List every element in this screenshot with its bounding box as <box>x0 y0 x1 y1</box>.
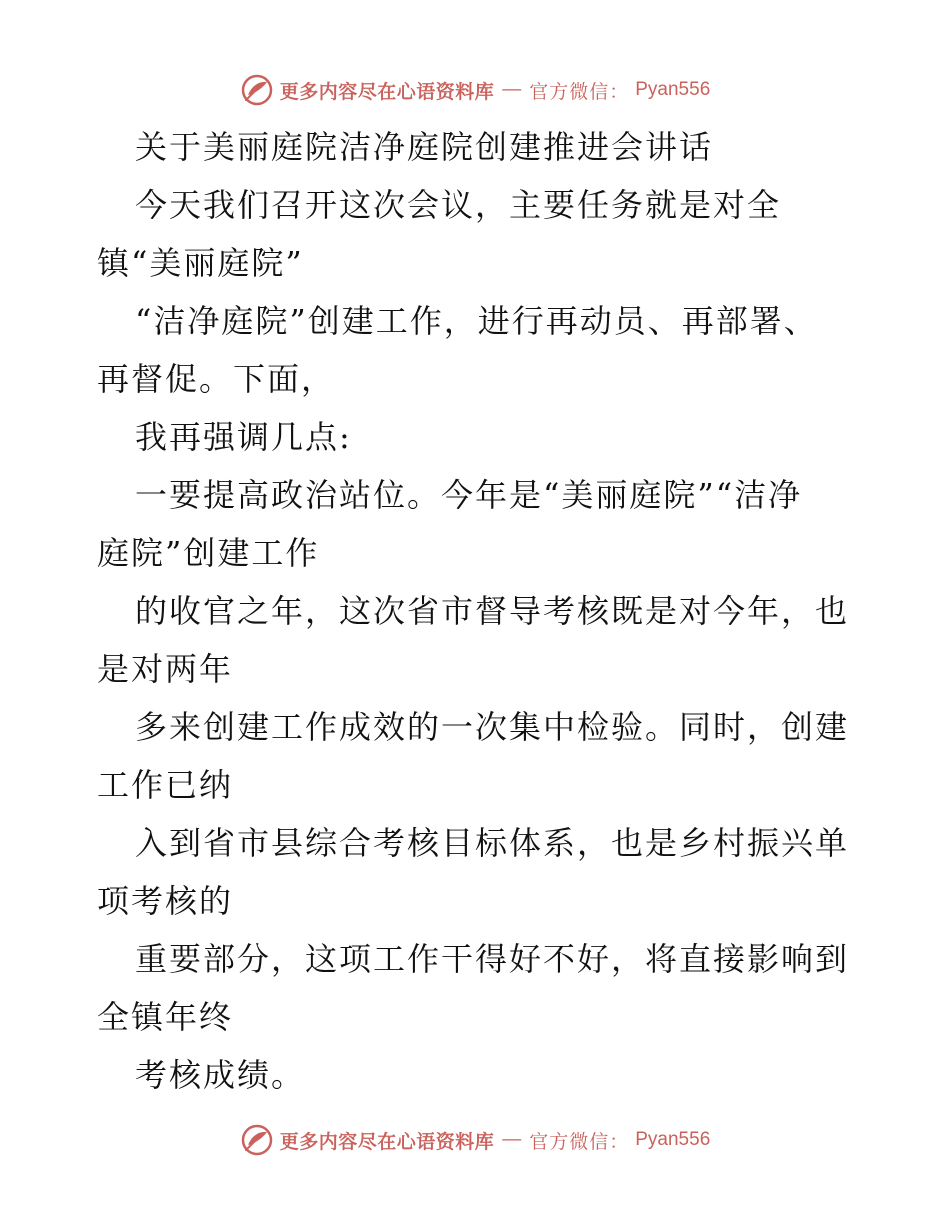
document-line: 全镇年终 <box>97 998 234 1036</box>
watermark-official-text: 官方微信： <box>529 80 630 103</box>
watermark-wechat-id: Pyan556 <box>635 1129 711 1150</box>
document-line: 是对两年 <box>97 650 234 688</box>
watermark-dash: — <box>502 1129 522 1150</box>
watermark-site-text: 更多内容尽在心语资料库 <box>279 80 495 103</box>
watermark-dash: — <box>502 79 522 100</box>
document-line: 入到省市县综合考核目标体系，也是乡村振兴单 <box>135 824 850 862</box>
document-line: 项考核的 <box>97 882 234 920</box>
watermark-wechat-id: Pyan556 <box>635 79 711 100</box>
document-line: “洁净庭院”创建工作，进行再动员、再部署、 <box>135 302 818 340</box>
document-line: 我再强调几点: <box>135 418 352 456</box>
document-line: 关于美丽庭院洁净庭院创建推进会讲话 <box>135 128 714 166</box>
header-watermark <box>0 70 950 110</box>
footer-watermark <box>0 1120 950 1160</box>
document-line: 镇“美丽庭院” <box>97 244 304 282</box>
document-line: 今天我们召开这次会议，主要任务就是对全 <box>135 186 782 224</box>
document-line: 一要提高政治站位。今年是“美丽庭院”“洁净 <box>135 476 803 514</box>
watermark-official-text: 官方微信： <box>529 1130 630 1153</box>
document-line: 多来创建工作成效的一次集中检验。同时，创建 <box>135 708 850 746</box>
leaf-pen-logo-icon <box>240 1123 274 1157</box>
document-body <box>97 118 857 1104</box>
document-line: 工作已纳 <box>97 766 234 804</box>
document-line: 重要部分，这项工作干得好不好，将直接影响到 <box>135 940 850 978</box>
document-line: 庭院”创建工作 <box>97 534 320 572</box>
watermark-site-text: 更多内容尽在心语资料库 <box>279 1130 495 1153</box>
document-line: 再督促。下面， <box>97 360 336 398</box>
document-line: 考核成绩。 <box>135 1056 306 1094</box>
document-line: 的收官之年，这次省市督导考核既是对今年，也 <box>135 592 850 630</box>
leaf-pen-logo-icon <box>240 73 274 107</box>
